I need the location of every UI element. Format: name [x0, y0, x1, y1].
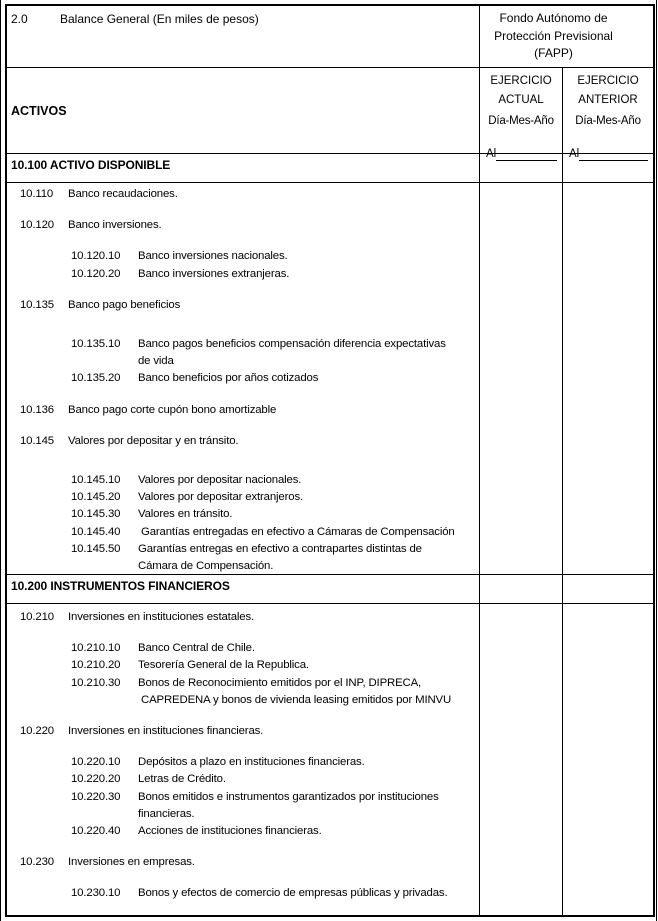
account-code: 10.220.10	[71, 756, 121, 769]
section-code: 10.100	[11, 158, 48, 172]
section-body-row	[7, 183, 653, 575]
account-label-line: Banco inversiones.	[68, 219, 162, 232]
account-code: 10.210.10	[71, 642, 121, 655]
account-label-line: Valores por depositar y en tránsito.	[68, 434, 239, 447]
account-label-line: CAPREDENA y bonos de vivienda leasing emitidos por MINVU	[138, 693, 452, 706]
account-label-line: Banco inversiones nacionales.	[138, 250, 288, 263]
account-label	[7, 433, 479, 450]
section-code: 10.200	[11, 579, 48, 593]
balance-general-table	[5, 4, 655, 917]
section-header	[7, 575, 480, 603]
account-label-line: Garantías entregadas en efectivo a Cámaras de Compensación	[138, 525, 455, 538]
account-code: 10.145.30	[71, 508, 121, 521]
col-header-date-format: Día-Mes-Año	[488, 115, 554, 127]
col-header-line1: EJERCICIO	[577, 75, 639, 87]
account-item	[7, 297, 479, 314]
account-label-line: Valores por depositar extranjeros.	[138, 491, 304, 504]
value-cell-current	[480, 604, 563, 915]
account-label-line: Letras de Crédito.	[138, 773, 226, 786]
account-item	[7, 433, 479, 450]
account-label-line: Valores por depositar nacionales.	[138, 474, 302, 487]
account-item	[7, 524, 479, 541]
account-label-line: Acciones de instituciones financieras.	[138, 825, 322, 838]
account-item	[7, 186, 479, 203]
account-item	[7, 541, 479, 574]
account-item	[7, 789, 479, 823]
account-label-line: Banco pagos beneficios compensación diferencia expectativas	[138, 338, 446, 351]
account-label-line: Bonos y efectos de comercio de empresas públicas y privadas.	[138, 887, 448, 900]
account-code: 10.135.10	[71, 338, 121, 351]
account-label	[7, 402, 479, 419]
account-item	[7, 657, 479, 674]
account-item	[7, 823, 479, 840]
account-label-line: financieras.	[138, 807, 195, 820]
account-items	[7, 183, 480, 574]
account-code: 10.135.20	[71, 372, 121, 385]
account-label-line: Banco pago beneficios	[68, 298, 181, 311]
account-code: 10.210	[20, 611, 54, 623]
account-label-line: Banco Central de Chile.	[138, 642, 255, 655]
account-item	[7, 217, 479, 234]
account-code: 10.145.20	[71, 491, 121, 504]
value-cell-current	[480, 154, 563, 182]
section-header-row	[7, 154, 653, 183]
account-item	[7, 754, 479, 771]
account-code: 10.210.30	[71, 676, 121, 689]
account-item	[7, 472, 479, 489]
account-label-line: Banco beneficios por años cotizados	[138, 372, 319, 385]
account-item	[7, 248, 479, 265]
account-code: 10.145.10	[71, 474, 121, 487]
value-cell-previous	[563, 575, 653, 603]
account-label-line: Depósitos a plazo en instituciones financieras.	[138, 756, 365, 769]
account-label-line: Inversiones en empresas.	[68, 856, 195, 869]
account-code: 10.120	[20, 219, 54, 232]
account-item	[7, 771, 479, 788]
column-header-row	[7, 68, 653, 160]
section-title: ACTIVO DISPONIBLE	[49, 158, 171, 172]
section-body-row	[7, 604, 653, 915]
account-code: 10.210.20	[71, 659, 121, 672]
col-header-date-format: Día-Mes-Año	[575, 115, 641, 127]
col-header-line2: ANTERIOR	[578, 94, 638, 106]
value-cell-current	[480, 575, 563, 603]
account-label-line: Cámara de Compensación.	[138, 560, 274, 573]
account-label-line: Banco inversiones extranjeras.	[138, 267, 290, 280]
section-header	[7, 154, 480, 182]
al-prefix: Al	[486, 148, 497, 160]
section-header-row	[7, 575, 653, 604]
activos-label: ACTIVOS	[7, 68, 480, 153]
account-code: 10.145.50	[71, 542, 121, 555]
value-cell-current	[480, 183, 563, 574]
form-title: Balance General (En miles de pesos)	[60, 12, 259, 26]
account-label	[7, 186, 479, 203]
fund-name-line2: Protección Previsional (FAPP)	[494, 28, 613, 61]
account-code: 10.110	[20, 188, 54, 200]
account-item	[7, 266, 479, 283]
account-code: 10.120.10	[71, 250, 121, 263]
page-right-edge-line	[656, 0, 657, 921]
account-item	[7, 675, 479, 709]
account-label-line: de vida	[138, 355, 174, 368]
account-code: 10.145.40	[71, 525, 121, 538]
page-left-edge-line	[0, 0, 1, 921]
account-code: 10.220.40	[71, 825, 121, 838]
al-prefix: Al	[569, 148, 580, 160]
account-label-line: Tesorería General de la Republica.	[138, 659, 309, 672]
value-cell-previous	[563, 183, 653, 574]
account-label-line: Bonos emitidos e instrumentos garantizados por instituciones	[138, 790, 439, 803]
account-items	[7, 604, 480, 915]
account-item	[7, 506, 479, 523]
account-code: 10.230	[20, 856, 54, 869]
account-item	[7, 402, 479, 419]
account-label-line: Inversiones en instituciones financieras.	[68, 725, 264, 738]
title-row	[7, 6, 653, 68]
fund-name-line1: Fondo Autónomo de	[499, 11, 608, 26]
account-item	[7, 640, 479, 657]
account-label-line: Garantías entregas en efectivo a contrapartes distintas de	[138, 542, 422, 555]
value-cell-previous	[563, 154, 653, 182]
account-label	[7, 217, 479, 234]
account-item	[7, 370, 479, 387]
account-label-line: Valores en tránsito.	[138, 508, 233, 521]
account-label	[7, 609, 479, 626]
col-header-ejercicio-anterior	[563, 68, 653, 160]
account-label	[7, 854, 479, 871]
section-title: INSTRUMENTOS FINANCIEROS	[50, 579, 230, 593]
account-code: 10.145	[20, 434, 54, 447]
account-item	[7, 723, 479, 740]
account-item	[7, 854, 479, 871]
col-header-line2: ACTUAL	[498, 94, 544, 106]
col-header-line1: EJERCICIO	[490, 75, 552, 87]
account-item	[7, 489, 479, 506]
account-label-line: Bonos de Reconocimiento emitidos por el INP, DIPRECA,	[138, 676, 422, 689]
account-code: 10.220.30	[71, 790, 121, 803]
account-item	[7, 609, 479, 626]
value-cell-previous	[563, 604, 653, 915]
account-code: 10.220.20	[71, 773, 121, 786]
account-item	[7, 336, 479, 370]
fund-name-cell	[480, 6, 653, 67]
account-code: 10.230.10	[71, 887, 121, 900]
account-code: 10.120.20	[71, 267, 121, 280]
account-item	[7, 885, 479, 902]
account-label	[7, 723, 479, 740]
account-code: 10.220	[20, 725, 54, 738]
account-label-line: Inversiones en instituciones estatales.	[68, 611, 255, 623]
account-label-line: Banco pago corte cupón bono amortizable	[68, 403, 277, 416]
account-label	[7, 297, 479, 314]
form-section-number: 2.0	[11, 12, 28, 26]
account-label-line: Banco recaudaciones.	[68, 188, 178, 200]
account-code: 10.135	[20, 298, 54, 311]
account-code: 10.136	[20, 403, 54, 416]
col-header-ejercicio-actual	[480, 68, 563, 160]
form-title-cell	[7, 6, 480, 67]
